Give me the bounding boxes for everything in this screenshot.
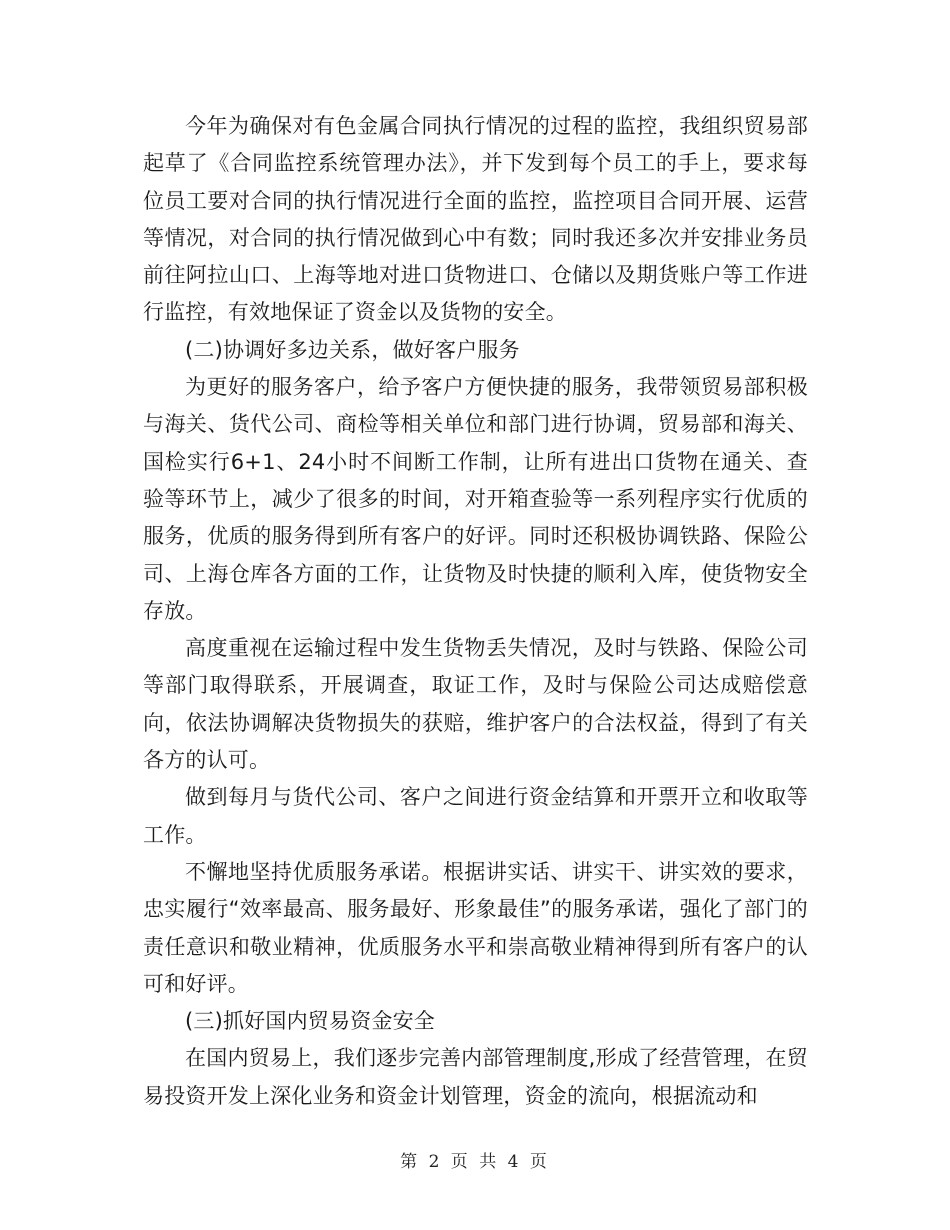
page-footer: 第 2 页 共 4 页	[400, 1152, 550, 1172]
paragraph-domestic-trade: 在国内贸易上，我们逐步完善内部管理制度,形成了经营管理，在贸易投资开发上深化业务和资金计划管理，资金的流向，根据流动和	[143, 1046, 808, 1108]
paragraph-loss-handling: 高度重视在运输过程中发生货物丢失情况，及时与铁路、保险公司等部门取得联系，开展调查，取证工作，及时与保险公司达成赔偿意向，依法协调解决货物损失的获赔，维护客户的合法权益，得到了有关各方的认可。	[143, 636, 808, 773]
document-body	[143, 108, 808, 1115]
paragraph-customs-coordination: 为更好的服务客户，给予客户方便快捷的服务，我带领贸易部积极与海关、货代公司、商检等相关单位和部门进行协调，贸易部和海关、国检实行6+1、24小时不间断工作制，让所有进出口货物在通关、查验等环节上，减少了很多的时间，对开箱查验等一系列程序实行优质的服务，优质的服务得到所有客户的好评。同时还积极协调铁路、保险公司、上海仓库各方面的工作，让货物及时快捷的顺利入库，使货物安全存放。	[143, 375, 808, 623]
paragraph-service-commitment: 不懈地坚持优质服务承诺。根据讲实话、讲实干、讲实效的要求，忠实履行“效率最高、服务最好、形象最佳”的服务承诺，强化了部门的责任意识和敬业精神，优质服务水平和崇高敬业精神得到所有客户的认可和好评。	[143, 859, 808, 996]
paragraph-monthly-settlement: 做到每月与货代公司、客户之间进行资金结算和开票开立和收取等工作。	[143, 785, 808, 847]
paragraph-contract-monitoring: 今年为确保对有色金属合同执行情况的过程的监控，我组织贸易部起草了《合同监控系统管理办法》，并下发到每个员工的手上，要求每位员工要对合同的执行情况进行全面的监控，监控项目合同开展、运营等情况，对合同的执行情况做到心中有数；同时我还多次并安排业务员前往阿拉山口、上海等地对进口货物进口、仓储以及期货账户等工作进行监控，有效地保证了资金以及货物的安全。	[143, 114, 808, 325]
section-heading-domestic-trade: (三)抓好国内贸易资金安全	[185, 1009, 435, 1034]
section-heading-customer-service: (二)协调好多边关系，做好客户服务	[185, 337, 520, 362]
